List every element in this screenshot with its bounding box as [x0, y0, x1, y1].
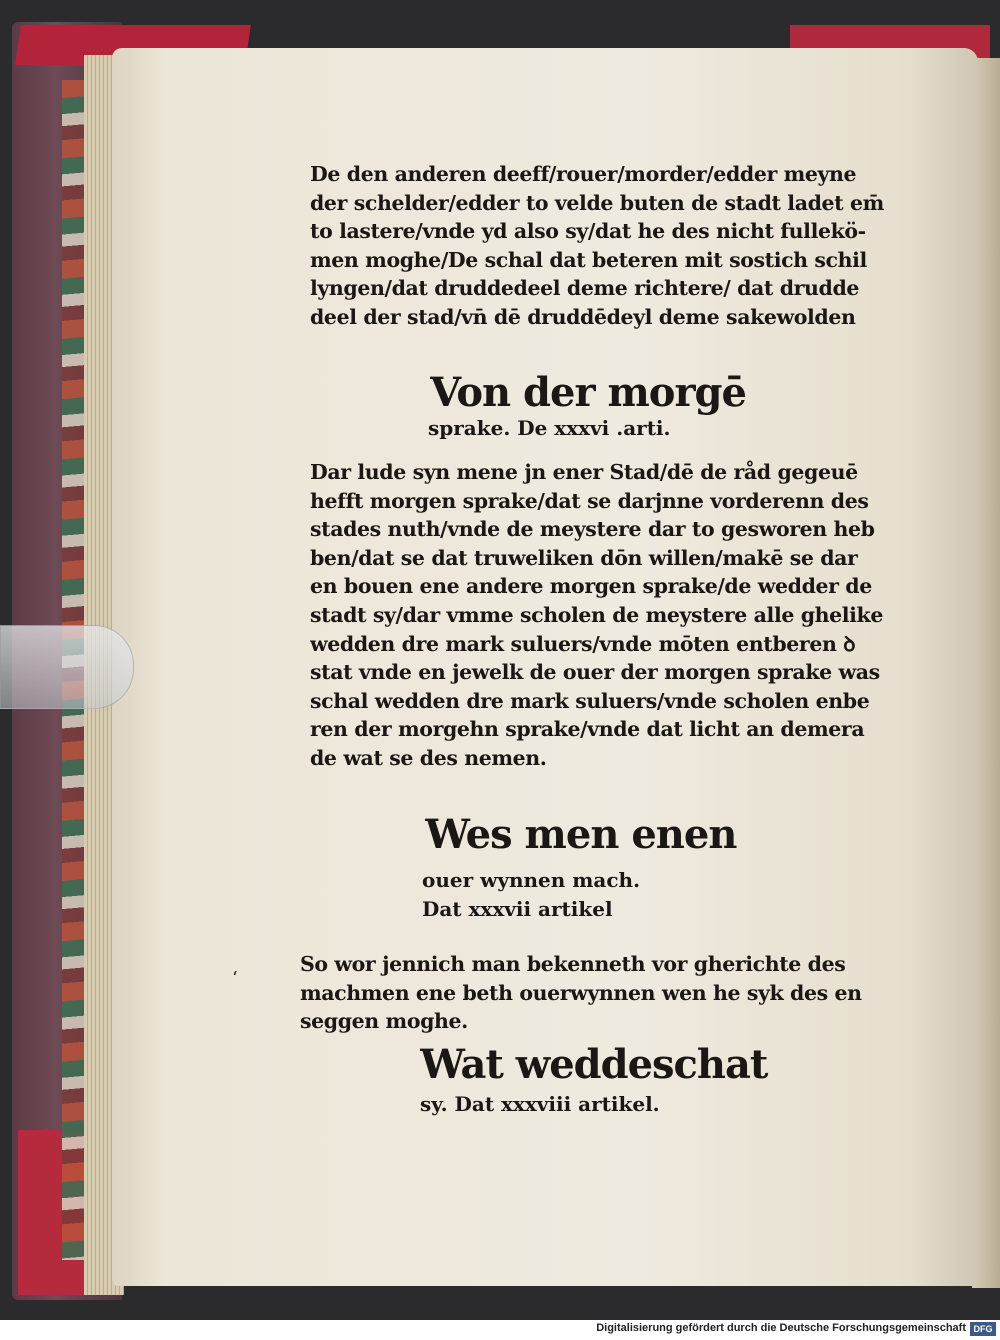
text-line: to lastere/vnde yd also sy/dat he des nicht fullekö- [310, 219, 866, 244]
heading-title: Wat weddeschat [420, 1042, 768, 1088]
section-subheading-2a [422, 866, 822, 894]
heading-title: Von der morgē [430, 370, 746, 416]
dfg-logo-icon: DFG [970, 1322, 996, 1336]
text-line: der schelder/edder to velde buten de stadt ladet em̄ [310, 190, 884, 215]
text-line: schal wedden dre mark suluers/vnde scholen enbe [310, 688, 870, 713]
heading-subtitle: Dat xxxvii artikel [422, 897, 613, 921]
heading-subtitle: ouer wynnen mach. [422, 868, 641, 892]
page-holder-clip [0, 625, 134, 709]
section-heading-1 [430, 370, 830, 416]
stray-mark: ʻ [232, 968, 238, 989]
text-line: de wat se des nemen. [310, 745, 547, 770]
paragraph-1 [310, 160, 890, 332]
section-heading-2 [425, 812, 845, 858]
text-line: ren der morgehn sprake/vnde dat licht an demera [310, 717, 865, 742]
section-heading-3 [420, 1042, 840, 1088]
funding-credit: Digitalisierung gefördert durch die Deutsche Forschungsgemeinschaft [596, 1322, 966, 1334]
heading-title: Wes men enen [425, 812, 737, 858]
text-line: hefft morgen sprake/dat se darjnne vorderenn des [310, 488, 869, 513]
text-line: stades nuth/vnde de meystere dar to gesworen heb [310, 517, 875, 542]
text-line: machmen ene beth ouerwynnen wen he syk des en [300, 980, 862, 1005]
text-line: De den anderen deeff/rouer/morder/edder meyne [310, 162, 857, 186]
text-line: Dar lude syn mene jn ener Stad/dē de råd gegeuē [310, 460, 858, 484]
text-line: stat vnde en jewelk de ouer der morgen sprake was [310, 660, 880, 685]
section-subheading-2b [422, 895, 822, 923]
text-line: wedden dre mark suluers/vnde mōten entberen ꝺ [310, 631, 856, 656]
text-line: stadt sy/dar vmme scholen de meystere alle ghelike [310, 602, 884, 627]
text-line: deel der stad/vn̄ dē druddēdeyl deme sakewolden [310, 304, 856, 329]
heading-subtitle: sy. Dat xxxviii artikel. [420, 1092, 660, 1116]
text-line: So wor jennich man bekenneth vor gherichte des [300, 952, 846, 976]
text-line: men moghe/De schal dat beteren mit sostich schil [310, 247, 867, 272]
text-line: ben/dat se dat truweliken dōn willen/makē se dar [310, 545, 858, 570]
text-line: seggen moghe. [300, 1009, 468, 1034]
section-subheading-3 [420, 1090, 820, 1118]
text-line: en bouen ene andere morgen sprake/de wedder de [310, 574, 872, 599]
text-line: lyngen/dat druddedeel deme richtere/ dat drudde [310, 276, 860, 301]
paragraph-2 [310, 458, 890, 773]
paragraph-3 [300, 950, 880, 1036]
section-subheading-1 [428, 414, 828, 442]
heading-subtitle: sprake. De xxxvi .arti. [428, 416, 671, 440]
